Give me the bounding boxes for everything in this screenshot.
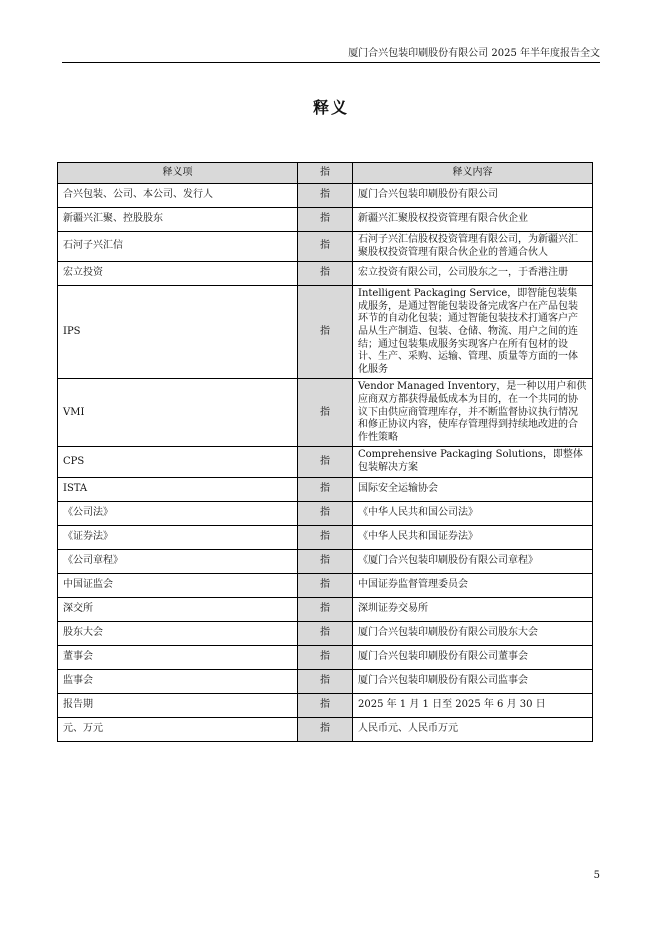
header-term: 释义项 bbox=[58, 163, 298, 184]
header-ref: 指 bbox=[298, 163, 353, 184]
term-cell: 董事会 bbox=[58, 645, 298, 669]
meaning-cell: 2025 年 1 月 1 日至 2025 年 6 月 30 日 bbox=[353, 693, 593, 717]
term-cell: 深交所 bbox=[58, 597, 298, 621]
table-row bbox=[58, 549, 593, 573]
ref-cell: 指 bbox=[298, 232, 353, 262]
ref-cell: 指 bbox=[298, 525, 353, 549]
table-row bbox=[58, 597, 593, 621]
term-cell: 中国证监会 bbox=[58, 573, 298, 597]
meaning-cell: Intelligent Packaging Service，即智能包装集成服务，是通过智能包装设备完成客户在产品包装环节的自动化包装；通过智能包装技术打通客户产品从生产制造、包装、仓储、物流、用户之间的连结；通过包装集成服务实现客户在所有包材的设计、生产、采购、运输、管理、质量等方面的一体化服务 bbox=[353, 286, 593, 379]
meaning-cell: 宏立投资有限公司，公司股东之一，于香港注册 bbox=[353, 262, 593, 286]
page-header bbox=[62, 44, 600, 63]
term-cell: 宏立投资 bbox=[58, 262, 298, 286]
table-header-row bbox=[58, 163, 593, 184]
ref-cell: 指 bbox=[298, 208, 353, 232]
table-row bbox=[58, 525, 593, 549]
term-cell: 监事会 bbox=[58, 669, 298, 693]
ref-cell: 指 bbox=[298, 477, 353, 501]
ref-cell: 指 bbox=[298, 501, 353, 525]
meaning-cell: 厦门合兴包装印刷股份有限公司监事会 bbox=[353, 669, 593, 693]
meaning-cell: Vendor Managed Inventory，是一种以用户和供应商双方都获得最低成本为目的，在一个共同的协议下由供应商管理库存，并不断监督协议执行情况和修正协议内容，使库存管理得到持续地改进的合作性策略 bbox=[353, 379, 593, 447]
ref-cell: 指 bbox=[298, 286, 353, 379]
ref-cell: 指 bbox=[298, 645, 353, 669]
meaning-cell: 《厦门合兴包装印刷股份有限公司章程》 bbox=[353, 549, 593, 573]
term-cell: 《证券法》 bbox=[58, 525, 298, 549]
header-meaning: 释义内容 bbox=[353, 163, 593, 184]
table-row bbox=[58, 232, 593, 262]
table-row bbox=[58, 501, 593, 525]
meaning-cell: 石河子兴汇信股权投资管理有限公司，为新疆兴汇聚股权投资管理有限合伙企业的普通合伙人 bbox=[353, 232, 593, 262]
term-cell: 报告期 bbox=[58, 693, 298, 717]
table-row bbox=[58, 717, 593, 741]
term-cell: 《公司章程》 bbox=[58, 549, 298, 573]
term-cell: 石河子兴汇信 bbox=[58, 232, 298, 262]
ref-cell: 指 bbox=[298, 693, 353, 717]
table-row bbox=[58, 645, 593, 669]
ref-cell: 指 bbox=[298, 621, 353, 645]
ref-cell: 指 bbox=[298, 717, 353, 741]
term-cell: IPS bbox=[58, 286, 298, 379]
meaning-cell: 《中华人民共和国公司法》 bbox=[353, 501, 593, 525]
table-row bbox=[58, 379, 593, 447]
definitions-table bbox=[57, 162, 593, 742]
ref-cell: 指 bbox=[298, 379, 353, 447]
meaning-cell: 新疆兴汇聚股权投资管理有限合伙企业 bbox=[353, 208, 593, 232]
page-number: 5 bbox=[593, 870, 600, 881]
table-row bbox=[58, 621, 593, 645]
table-row bbox=[58, 208, 593, 232]
table-row bbox=[58, 447, 593, 477]
table-row bbox=[58, 477, 593, 501]
header-text: 厦门合兴包装印刷股份有限公司 2025 年半年度报告全文 bbox=[348, 48, 600, 59]
table-row bbox=[58, 262, 593, 286]
meaning-cell: 厦门合兴包装印刷股份有限公司 bbox=[353, 184, 593, 208]
term-cell: 《公司法》 bbox=[58, 501, 298, 525]
meaning-cell: 深圳证券交易所 bbox=[353, 597, 593, 621]
ref-cell: 指 bbox=[298, 597, 353, 621]
ref-cell: 指 bbox=[298, 262, 353, 286]
page-title: 释义 bbox=[312, 98, 349, 117]
ref-cell: 指 bbox=[298, 669, 353, 693]
table-row bbox=[58, 184, 593, 208]
ref-cell: 指 bbox=[298, 549, 353, 573]
meaning-cell: 《中华人民共和国证券法》 bbox=[353, 525, 593, 549]
term-cell: 股东大会 bbox=[58, 621, 298, 645]
table-row bbox=[58, 669, 593, 693]
term-cell: 新疆兴汇聚、控股股东 bbox=[58, 208, 298, 232]
ref-cell: 指 bbox=[298, 573, 353, 597]
meaning-cell: 人民币元、人民币万元 bbox=[353, 717, 593, 741]
term-cell: 合兴包装、公司、本公司、发行人 bbox=[58, 184, 298, 208]
meaning-cell: 国际安全运输协会 bbox=[353, 477, 593, 501]
term-cell: ISTA bbox=[58, 477, 298, 501]
term-cell: 元、万元 bbox=[58, 717, 298, 741]
table-row bbox=[58, 286, 593, 379]
term-cell: VMI bbox=[58, 379, 298, 447]
table-row bbox=[58, 573, 593, 597]
term-cell: CPS bbox=[58, 447, 298, 477]
meaning-cell: 厦门合兴包装印刷股份有限公司股东大会 bbox=[353, 621, 593, 645]
ref-cell: 指 bbox=[298, 184, 353, 208]
meaning-cell: Comprehensive Packaging Solutions，即整体包装解决方案 bbox=[353, 447, 593, 477]
meaning-cell: 厦门合兴包装印刷股份有限公司董事会 bbox=[353, 645, 593, 669]
meaning-cell: 中国证券监督管理委员会 bbox=[353, 573, 593, 597]
table-row bbox=[58, 693, 593, 717]
ref-cell: 指 bbox=[298, 447, 353, 477]
